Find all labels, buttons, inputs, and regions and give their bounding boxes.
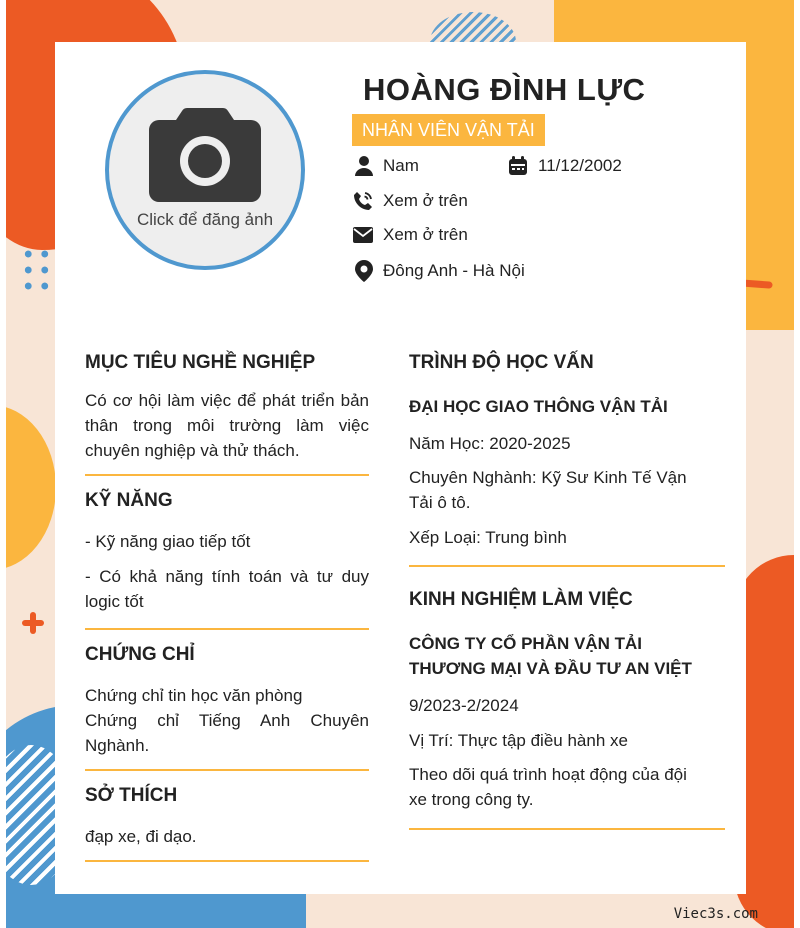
left-column <box>85 352 369 862</box>
education-major: Chuyên Nghành: Kỹ Sư Kinh Tế Vận Tải ô tô. <box>409 468 687 512</box>
address-row <box>355 260 525 282</box>
hobbies-title: SỞ THÍCH <box>85 785 178 806</box>
section-divider <box>85 769 369 771</box>
email-row <box>353 225 468 245</box>
experience-period: 9/2023-2/2024 <box>409 696 519 715</box>
resume-card <box>55 42 746 894</box>
education-title: TRÌNH ĐỘ HỌC VẤN <box>409 352 594 373</box>
birthdate-value: 11/12/2002 <box>538 156 622 175</box>
camera-icon <box>149 104 261 202</box>
section-divider <box>409 565 725 567</box>
certificates-title: CHỨNG CHỈ <box>85 644 195 665</box>
objective-title: MỤC TIÊU NGHỀ NGHIỆP <box>85 352 316 373</box>
objective-text: Có cơ hội làm việc để phát triển bản thân trong môi trường làm việc chuyên nghiệp và thử thách. <box>85 391 369 460</box>
skills-title: KỸ NĂNG <box>85 490 173 511</box>
location-pin-icon <box>355 260 373 282</box>
skill-item: - Kỹ năng giao tiếp tốt <box>85 532 251 551</box>
experience-title: KINH NGHIỆM LÀM VIỆC <box>409 589 633 610</box>
email-value: Xem ở trên <box>383 225 468 244</box>
school-name: ĐẠI HỌC GIAO THÔNG VẬN TẢI <box>409 397 668 416</box>
address-value: Đông Anh - Hà Nội <box>383 261 525 280</box>
gender-value: Nam <box>383 156 419 175</box>
user-icon <box>355 156 373 176</box>
resume-page <box>6 0 794 928</box>
hobbies-text: đạp xe, đi dạo. <box>85 827 197 846</box>
gender-row <box>355 156 419 176</box>
watermark: Viec3s.com <box>673 906 758 922</box>
right-column <box>409 352 725 830</box>
section-divider <box>85 860 369 862</box>
education-rank: Xếp Loại: Trung bình <box>409 528 567 547</box>
decor-yellow-circle <box>6 405 56 570</box>
job-title-badge: NHÂN VIÊN VẬN TẢI <box>352 114 545 146</box>
certificate-item: Chứng chỉ tin học văn phòng <box>85 686 303 705</box>
certificate-item: Chứng chỉ Tiếng Anh Chuyên Nghành. <box>85 711 369 755</box>
phone-icon <box>353 191 373 211</box>
candidate-name: HOÀNG ĐÌNH LỰC <box>363 72 646 107</box>
phone-row <box>353 191 468 211</box>
plus-icon <box>20 610 46 636</box>
company-name: CÔNG TY CỔ PHẦN VẬN TẢI THƯƠNG MẠI VÀ ĐẦU TƯ AN VIỆT <box>409 634 692 678</box>
skill-item: - Có khả năng tính toán và tư duy logic tốt <box>85 567 369 611</box>
experience-position: Vị Trí: Thực tập điều hành xe <box>409 731 628 750</box>
education-years: Năm Học: 2020-2025 <box>409 434 571 453</box>
avatar-upload-label: Click để đăng ảnh <box>136 210 274 229</box>
envelope-icon <box>353 227 373 243</box>
section-divider <box>85 628 369 630</box>
section-divider <box>85 474 369 476</box>
birthdate-row <box>508 156 622 176</box>
avatar-upload[interactable] <box>105 70 305 270</box>
experience-description: Theo dõi quá trình hoạt động của đội xe trong công ty. <box>409 765 687 809</box>
section-divider <box>409 828 725 830</box>
calendar-icon <box>508 156 528 176</box>
phone-value: Xem ở trên <box>383 191 468 210</box>
